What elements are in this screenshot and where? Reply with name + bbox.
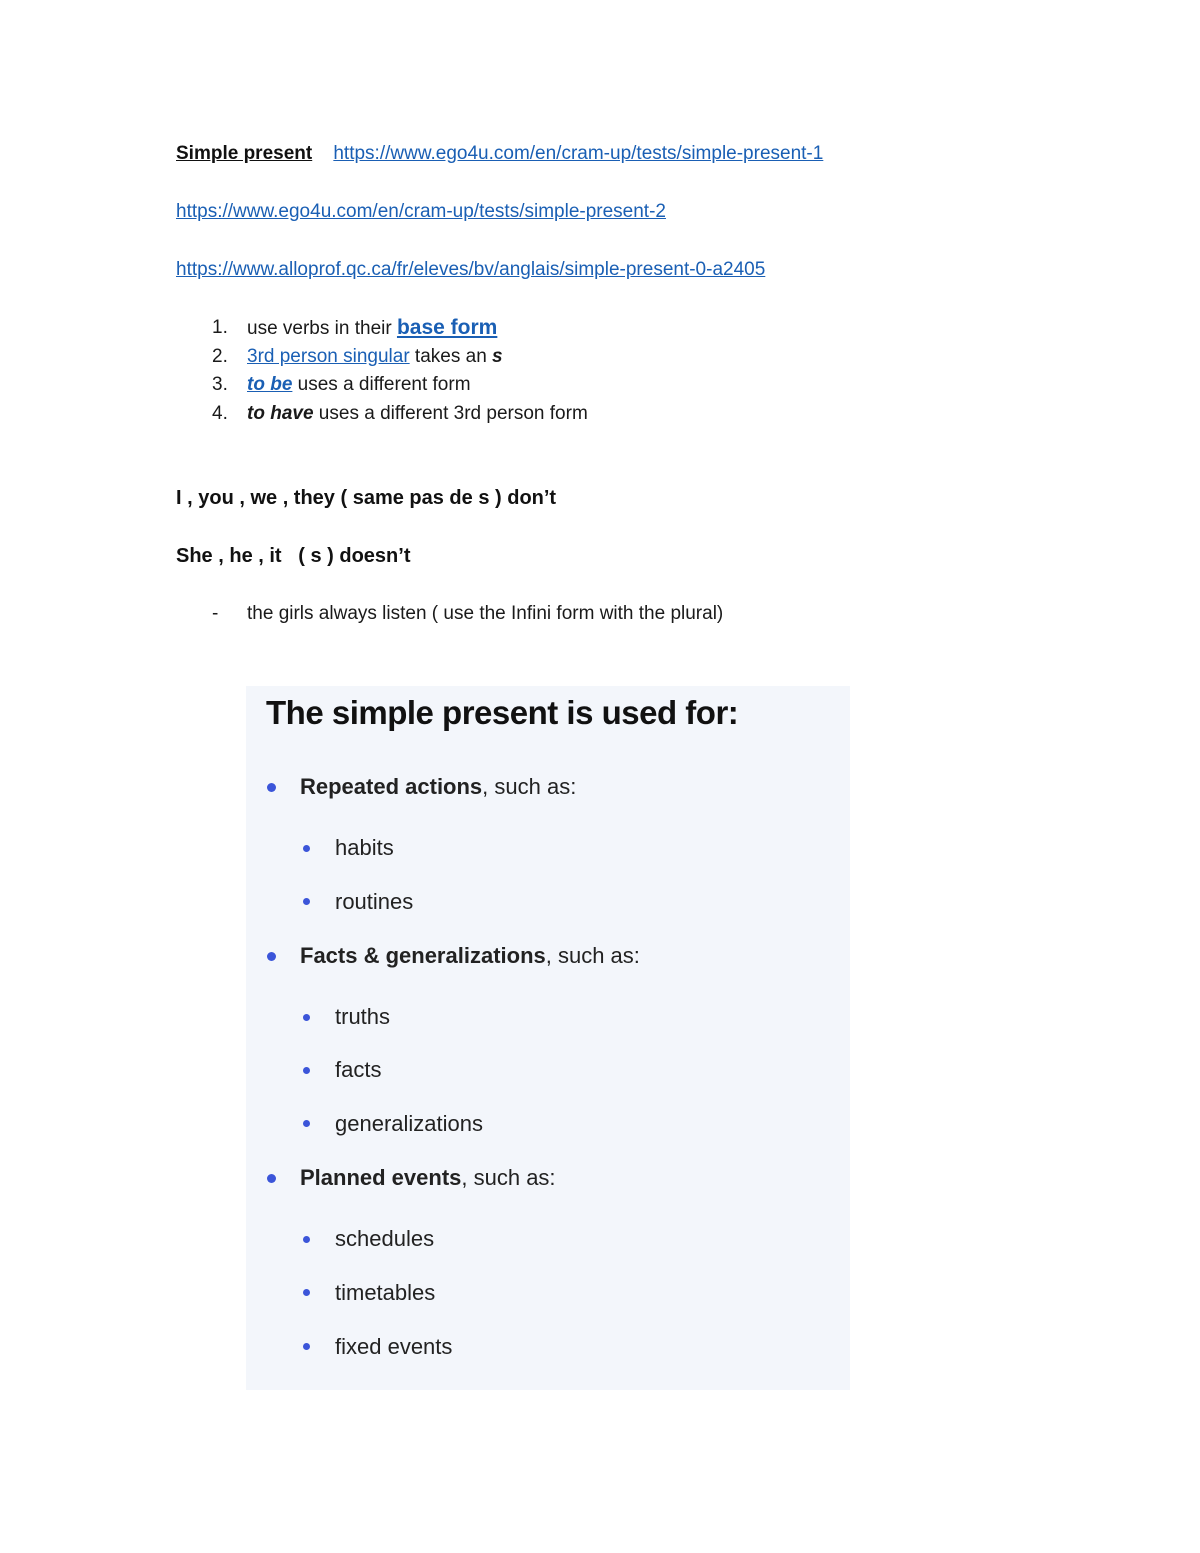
rule-item: 4. to have uses a different 3rd person form [212, 402, 588, 424]
link-simple-present-2[interactable]: https://www.ego4u.com/en/cram-up/tests/simple-present-2 [176, 201, 666, 222]
rule-item: 3. to be uses a different form [212, 374, 471, 395]
header-line [176, 143, 823, 165]
plural-note: I , you , we , they ( same pas de s ) don’t [176, 487, 557, 509]
link-simple-present-1[interactable]: https://www.ego4u.com/en/cram-up/tests/simple-present-1 [333, 143, 824, 164]
rule-item: 2. 3rd person singular takes an s [212, 345, 503, 367]
third-person-singular-link[interactable]: 3rd person singular [247, 345, 410, 367]
to-be-link[interactable]: to be [247, 374, 293, 395]
section-repeated-actions: Repeated actions, such as: [300, 774, 577, 799]
simple-present-card [246, 686, 850, 1390]
bullet-icon [303, 1289, 310, 1296]
list-item: fixed events [335, 1334, 453, 1359]
bullet-icon [303, 898, 310, 905]
section-planned-events: Planned events, such as: [300, 1165, 556, 1190]
singular-note: She , he , it ( s ) doesn’t [176, 545, 411, 567]
list-item: schedules [335, 1226, 435, 1251]
bullet-icon [303, 1014, 310, 1021]
bullet-icon [267, 783, 276, 792]
bullet-icon [267, 952, 276, 961]
base-form-link[interactable]: base form [396, 316, 498, 339]
bullet-icon [303, 1120, 310, 1127]
bullet-icon [303, 1067, 310, 1074]
list-item: generalizations [335, 1111, 483, 1136]
list-item: truths [335, 1004, 391, 1029]
bullet-icon [303, 845, 310, 852]
list-item: habits [335, 835, 394, 860]
rule-item: 1. use verbs in their base form [212, 316, 498, 339]
rules-list [176, 314, 588, 428]
section-facts: Facts & generalizations, such as: [300, 943, 640, 968]
bullet-icon [303, 1236, 310, 1243]
link-alloprof[interactable]: https://www.alloprof.qc.ca/fr/eleves/bv/anglais/simple-present-0-a2405 [176, 259, 766, 280]
page-title: Simple present [176, 143, 313, 164]
card-title: The simple present is used for: [266, 694, 739, 731]
list-item: facts [335, 1057, 382, 1082]
bullet-icon [303, 1343, 310, 1350]
bullet-icon [267, 1174, 276, 1183]
list-item: routines [335, 889, 414, 914]
list-item: timetables [335, 1280, 436, 1305]
